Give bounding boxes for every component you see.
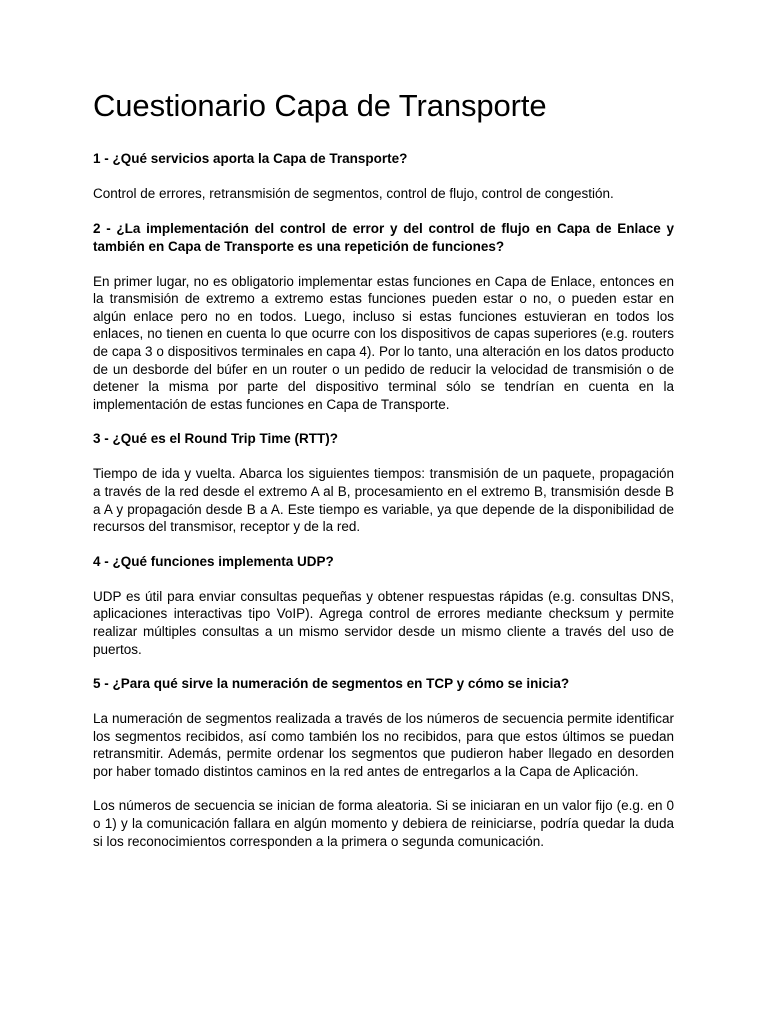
question-1: 1 - ¿Qué servicios aporta la Capa de Transporte? [93, 151, 408, 166]
answer-1: Control de errores, retransmisión de segmentos, control de flujo, control de congestión. [93, 186, 614, 201]
section-5 [93, 675, 674, 850]
answer-3: Tiempo de ida y vuelta. Abarca los siguientes tiempos: transmisión de un paquete, propagación a través de la red desde el extremo A al B, procesamiento en el extremo B, transmisión desde B a A y propagación desde B a A. Este tiempo es variable, ya que depende de la disponibilidad de recursos del transmisor, receptor y de la red. [93, 466, 674, 535]
answer-4: UDP es útil para enviar consultas pequeñas y obtener respuestas rápidas (e.g. consultas DNS, aplicaciones interactivas tipo VoIP). Agrega control de errores mediante checksum y permite realizar múltiples consultas a un mismo servidor desde un mismo cliente a través del uso de puertos. [93, 588, 674, 657]
section-3 [93, 430, 674, 535]
section-2 [93, 220, 674, 414]
question-5: 5 - ¿Para qué sirve la numeración de segmentos en TCP y cómo se inicia? [93, 676, 570, 692]
section-1 [93, 150, 674, 203]
section-4 [93, 553, 674, 658]
answer-5-paragraph-1: La numeración de segmentos realizada a través de los números de secuencia permite identificar los segmentos recibidos, así como también los no recibidos, para que estos últimos se puedan retransmitir. Además, permite ordenar los segmentos que pudieron haber llegado en desorden por haber tomado distintos caminos en la red antes de entregarlos a la Capa de Aplicación. [93, 711, 674, 779]
question-4: 4 - ¿Qué funciones implementa UDP? [93, 553, 334, 569]
page-title: Cuestionario Capa de Transporte [93, 88, 547, 123]
question-2: 2 - ¿La implementación del control de error y del control de flujo en Capa de Enlace y también en Capa de Transporte es una repetición de funciones? [93, 220, 674, 254]
answer-5-paragraph-2: Los números de secuencia se inician de forma aleatoria. Si se iniciaran en un valor fijo (e.g. en 0 o 1) y la comunicación fallara en algún momento y debiera de reiniciarse, podría quedar la duda si los reconocimientos corresponden a la primera o segunda comunicación. [93, 798, 674, 849]
answer-2: En primer lugar, no es obligatorio implementar estas funciones en Capa de Enlace, entonces en la transmisión de extremo a extremo estas funciones pueden estar o no, o pueden estar en algún enlace pero no en todos. Luego, incluso si estas funciones estuvieran en todos los enlaces, no tienen en cuenta lo que ocurre con los dispositivos de capas superiores (e.g. routers de capa 3 o dispositivos terminales en capa 4). Por lo tanto, una alteración en los datos producto de un desborde del búfer en un router o un pedido de reducir la velocidad de transmisión o de detener la misma por parte del dispositivo terminal sólo se tendrían en cuenta en la implementación de estas funciones en Capa de Transporte. [93, 273, 674, 412]
document-page [93, 86, 674, 867]
question-3: 3 - ¿Qué es el Round Trip Time (RTT)? [93, 431, 339, 447]
